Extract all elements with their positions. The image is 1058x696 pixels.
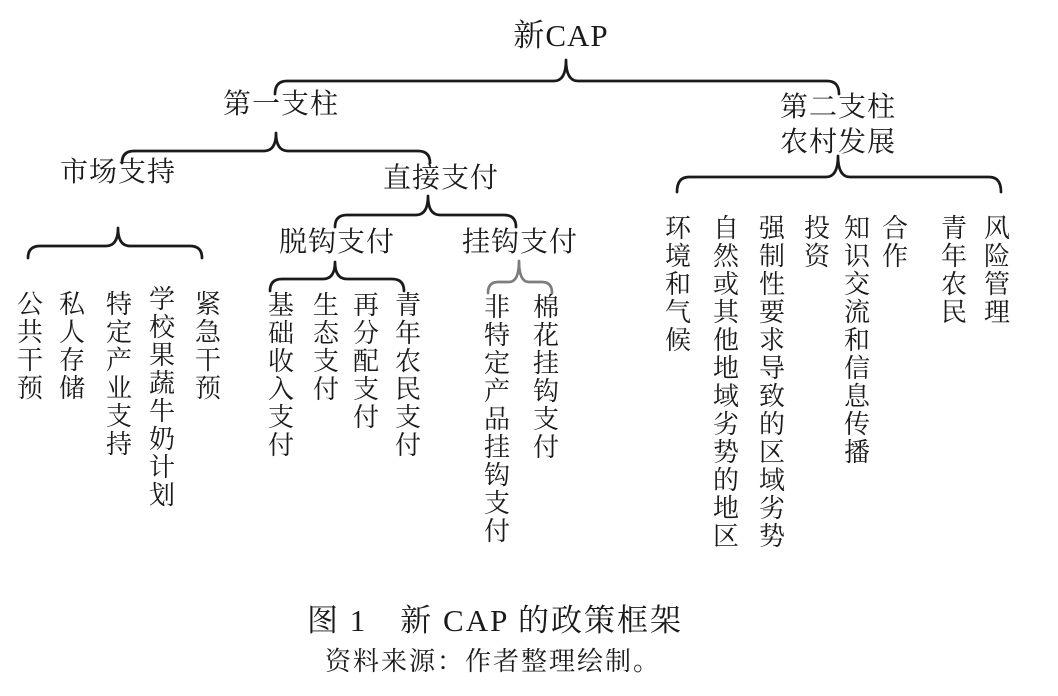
pillar2-leaf: 合作 [878, 214, 908, 270]
market-support-leaf: 紧急干预 [191, 290, 221, 402]
node-decoupled-payments: 脱钩支付 [278, 227, 396, 258]
brace-direct-payments [335, 196, 516, 227]
figure-caption: 图 1 新 CAP 的政策框架 [307, 603, 683, 638]
pillar2-leaf: 环境和气候 [661, 214, 691, 354]
coupled-leaf: 棉花挂钩支付 [529, 293, 559, 461]
brace-root [275, 60, 839, 94]
market-support-leaf: 私人存储 [55, 290, 85, 402]
node-new-cap: 新CAP [513, 18, 609, 53]
decoupled-leaf: 基础收入支付 [264, 291, 294, 459]
node-market-support: 市场支持 [59, 157, 177, 188]
decoupled-leaf: 再分配支付 [349, 291, 379, 431]
pillar2-leaf: 风险管理 [980, 214, 1010, 326]
node-pillar1: 第一支柱 [222, 89, 340, 120]
coupled-leaf: 非特定产品挂钩支付 [480, 293, 510, 545]
node-pillar2 [780, 90, 896, 160]
market-support-leaf: 公共干预 [13, 290, 43, 402]
brace-decoupled [270, 262, 404, 291]
pillar2-leaf: 知识交流和信息传播 [840, 214, 870, 466]
brace-pillar2 [677, 156, 1001, 192]
market-support-leaf: 特定产业支持 [102, 290, 132, 458]
node-pillar2-line2: 农村发展 [779, 127, 897, 158]
market-support-leaf: 学校果蔬牛奶计划 [145, 285, 175, 509]
brace-market-support [28, 228, 202, 258]
decoupled-leaf: 生态支付 [309, 291, 339, 403]
node-coupled-payments: 挂钩支付 [461, 227, 579, 258]
decoupled-leaf: 青年农民支付 [391, 291, 421, 459]
pillar2-leaf: 投资 [800, 214, 830, 270]
pillar2-leaf: 青年农民 [937, 214, 967, 326]
figure-source: 资料来源：作者整理绘制。 [324, 647, 662, 676]
node-pillar2-line1: 第二支柱 [779, 92, 897, 123]
pillar2-leaf: 强制性要求导致的区域劣势 [755, 214, 785, 550]
brace-coupled [488, 261, 552, 293]
pillar2-leaf: 自然或其他地域劣势的地区 [709, 214, 739, 550]
node-direct-payments: 直接支付 [382, 163, 500, 194]
